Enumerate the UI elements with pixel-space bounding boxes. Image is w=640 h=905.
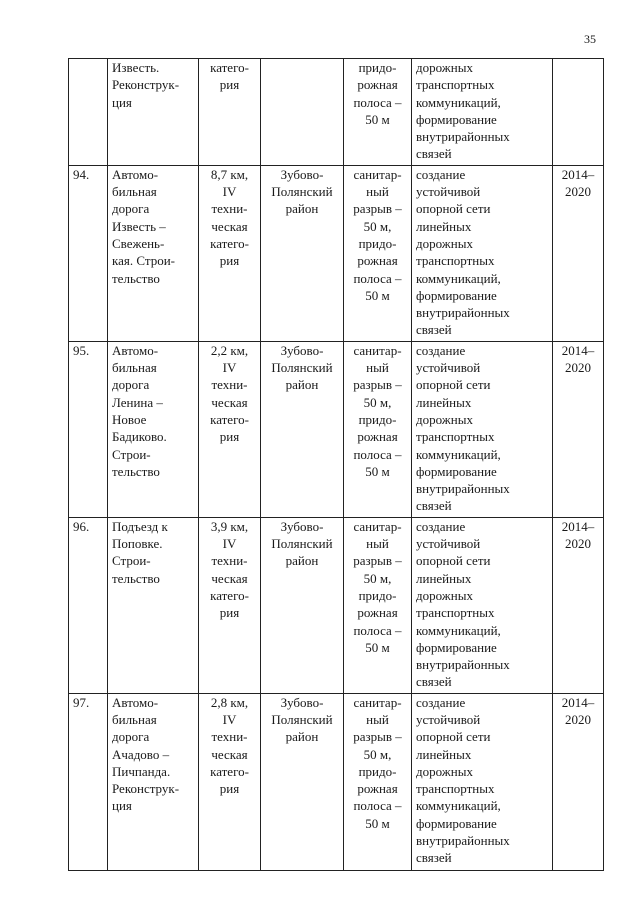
purpose-cell: создание устойчивой опорной сети линейных дорожных транспортных коммуникаций, формирование внутрирайонных связей <box>412 693 553 870</box>
zone-cell: санитар- ный разрыв – 50 м, придо- рожная полоса – 50 м <box>344 693 412 870</box>
page-number: 35 <box>584 32 596 46</box>
period-cell: 2014– 2020 <box>553 693 604 870</box>
purpose-cell: создание устойчивой опорной сети линейных дорожных транспортных коммуникаций, формирование внутрирайонных связей <box>412 165 553 341</box>
zone-cell: санитар- ный разрыв – 50 м, придо- рожная полоса – 50 м <box>344 517 412 693</box>
length-category-cell: катего- рия <box>199 59 261 166</box>
table-row-continuation <box>69 59 604 166</box>
table-row <box>69 517 604 693</box>
district-cell: Зубово- Полянский район <box>261 517 344 693</box>
length-category-cell: 8,7 км, IV техни- ческая катего- рия <box>199 165 261 341</box>
object-name-cell: Известь. Реконструк- ция <box>108 59 199 166</box>
period-cell: 2014– 2020 <box>553 341 604 517</box>
document-table <box>68 58 604 871</box>
table-row <box>69 341 604 517</box>
table-row <box>69 693 604 870</box>
district-cell: Зубово- Полянский район <box>261 693 344 870</box>
period-cell: 2014– 2020 <box>553 517 604 693</box>
purpose-cell: создание устойчивой опорной сети линейных дорожных транспортных коммуникаций, формирование внутрирайонных связей <box>412 341 553 517</box>
row-number-cell <box>69 59 108 166</box>
row-number-cell: 95. <box>69 341 108 517</box>
length-category-cell: 3,9 км, IV техни- ческая катего- рия <box>199 517 261 693</box>
district-cell: Зубово- Полянский район <box>261 165 344 341</box>
district-cell: Зубово- Полянский район <box>261 341 344 517</box>
object-name-cell: Подъезд к Поповке. Строи- тельство <box>108 517 199 693</box>
period-cell <box>553 59 604 166</box>
object-name-cell: Автомо- бильная дорога Ачадово – Пичпанда. Реконструк- ция <box>108 693 199 870</box>
length-category-cell: 2,2 км, IV техни- ческая катего- рия <box>199 341 261 517</box>
district-cell <box>261 59 344 166</box>
object-name-cell: Автомо- бильная дорога Ленина – Новое Бадиково. Строи- тельство <box>108 341 199 517</box>
row-number-cell: 94. <box>69 165 108 341</box>
zone-cell: санитар- ный разрыв – 50 м, придо- рожная полоса – 50 м <box>344 341 412 517</box>
zone-cell: санитар- ный разрыв – 50 м, придо- рожная полоса – 50 м <box>344 165 412 341</box>
purpose-cell: дорожных транспортных коммуникаций, формирование внутрирайонных связей <box>412 59 553 166</box>
object-name-cell: Автомо- бильная дорога Известь – Свежень- кая. Строи- тельство <box>108 165 199 341</box>
length-category-cell: 2,8 км, IV техни- ческая катего- рия <box>199 693 261 870</box>
table-row <box>69 165 604 341</box>
row-number-cell: 96. <box>69 517 108 693</box>
row-number-cell: 97. <box>69 693 108 870</box>
period-cell: 2014– 2020 <box>553 165 604 341</box>
purpose-cell: создание устойчивой опорной сети линейных дорожных транспортных коммуникаций, формирование внутрирайонных связей <box>412 517 553 693</box>
zone-cell: придо- рожная полоса – 50 м <box>344 59 412 166</box>
